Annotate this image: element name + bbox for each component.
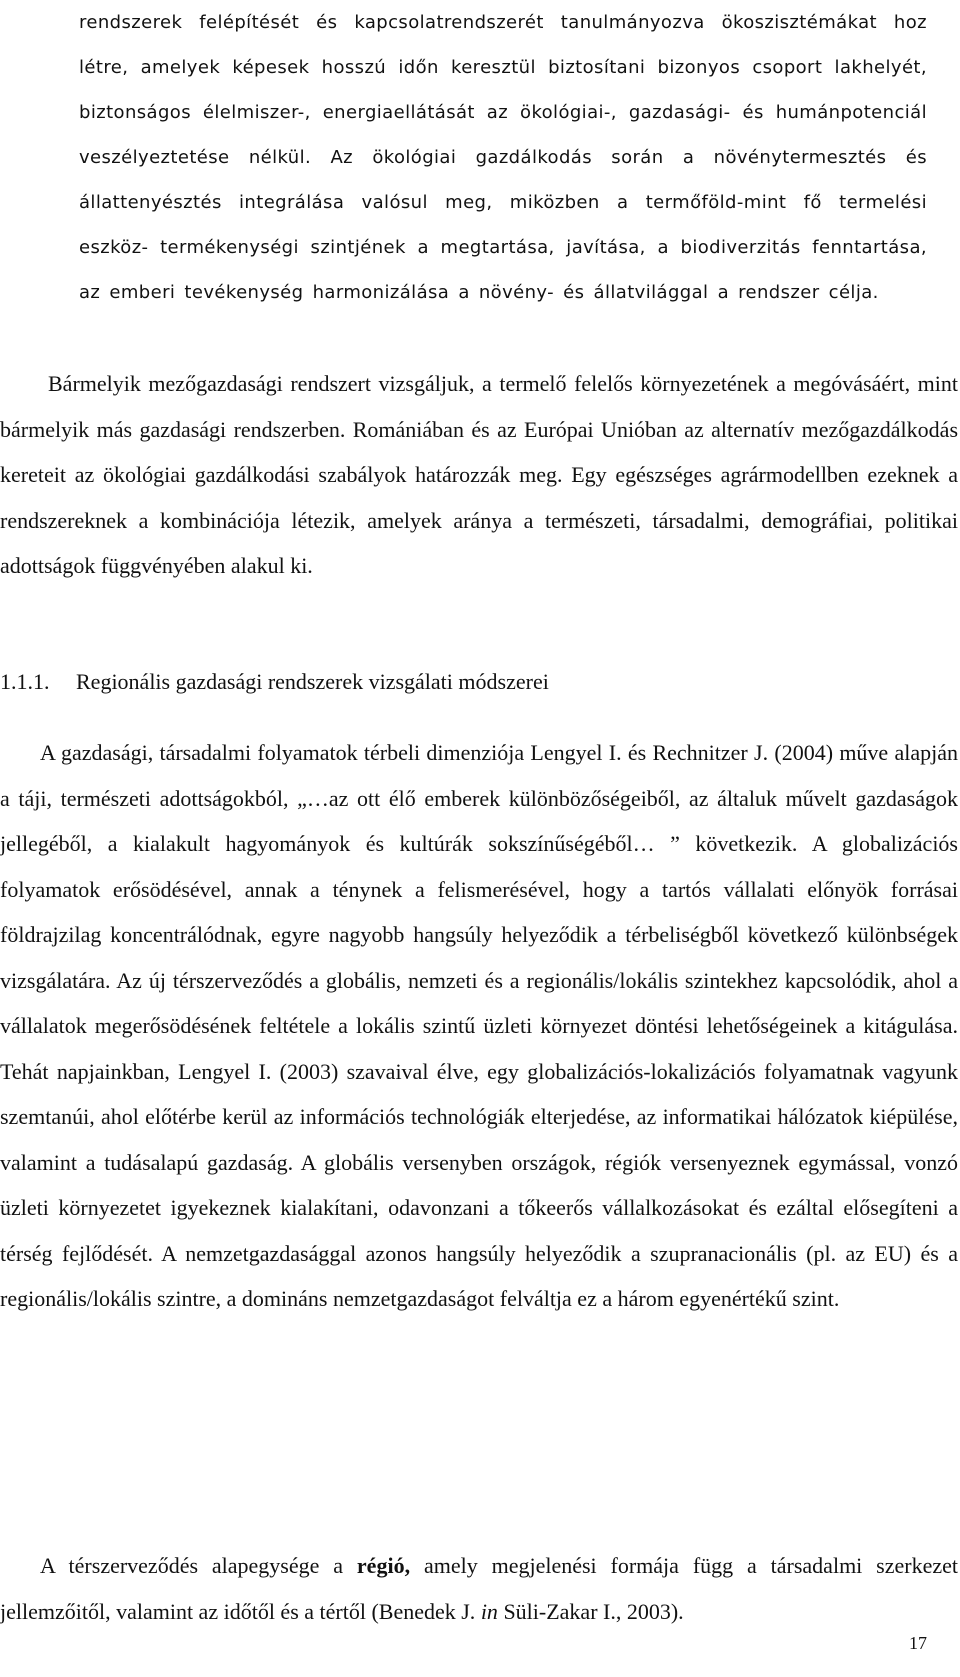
paragraph-spatial-dimension-text: A gazdasági, társadalmi folyamatok térbeli dimenziója Lengyel I. és Rechnitzer J. (2004) műve alapján a táji, természeti adottságokból, „…az ott élő emberek különbözőségeiből, az általuk művelt gazdaságok jellegéből, a kialakult hagyományok és kultúrák sokszínűségéből… ” következik. A globalizációs folyamatok erősödésével, annak a ténynek a felismerésével, hogy a tartós vállalati előnyök forrásai földrajzilag koncentrálódnak, egyre nagyobb hangsúly helyeződik a térbeliségből következő különbségek vizsgálatára. Az új térszerveződés a globális, nemzeti és a regionális/lokális szintekhez kapcsolódik, ahol a vállalatok megerősödésének feltétele a lokális szintű üzleti környezet döntési lehetőségeinek a kitágulása. Tehát napjainkban, Lengyel I. (2003) szavaival élve, egy globalizációs-lokalizációs folyamatnak vagyunk szemtanúi, ahol előtérbe kerül az információs technológiák elterjedése, az informatikai hálózatok kiépülése, valamint a tudásalapú gazdaság. A globális versenyben országok, régiók versenyeznek egymással, vonzó üzleti környezetet igyekeznek kialakítani, odavonzani a tőkeerős vállalkozásokat és ezáltal elősegíteni a térség fejlődését. A nemzetgazdasággal azonos hangsúly helyeződik a szupranacionális (pl. az EU) és a regionális/lokális szintre, a domináns nemzetgazdaságot felváltja ez a három egyenértékű szint. — [0, 740, 958, 1311]
paragraph-agricultural-systems-text: Bármelyik mezőgazdasági rendszert vizsgáljuk, a termelő felelős környezetének a megóvásáért, mint bármelyik más gazdasági rendszerben. Romániában és az Európai Unióban az alternatív mezőgazdálkodás kereteit az ökológiai gazdálkodási szabályok határozzák meg. Egy egészséges agrármodellben ezeknek a rendszereknek a kombinációja létezik, amelyek aránya a természeti, társadalmi, demográfiai, politikai adottságok függvényében alakul ki. — [0, 371, 958, 578]
paragraph-ecosystems-text: rendszerek felépítését és kapcsolatrendszerét tanulmányozva ökoszisztémákat hoz létre, amelyek képesek hosszú időn keresztül biztosítani bizonyos csoport lakhelyét, biztonságos élelmiszer-, energiaellátását az ökológiai-, gazdasági- és humánpotenciál veszélyeztetése nélkül. Az ökológiai gazdálkodás során a növénytermesztés és állattenyésztés integrálása valósul meg, miközben a termőföld-mint fő termelési eszköz- termékenységi szintjének a megtartása, javítása, a biodiverzitás fenntartása, az emberi tevékenység harmonizálása a növény- és állatvilággal a rendszer célja. — [79, 12, 927, 303]
paragraph-region-text-after: Süli-Zakar I., 2003). — [497, 1598, 684, 1624]
page-number: 17 — [909, 1633, 927, 1653]
section-title: Regionális gazdasági rendszerek vizsgálati módszerei — [76, 669, 549, 694]
paragraph-spatial-dimension — [0, 730, 958, 1322]
section-number: 1.1.1. — [0, 669, 50, 694]
section-heading — [0, 667, 549, 697]
paragraph-ecosystems — [79, 0, 927, 315]
paragraph-region-text-before: A térszerveződés alapegysége a — [40, 1553, 357, 1578]
paragraph-region-bold-term: régió, — [356, 1553, 411, 1578]
paragraph-region-text-middle: amely megjelenési formája függ a társadalmi szerkezet jellemzőitől, valamint az időtől és a tértől (Benedek J. — [0, 1553, 958, 1624]
paragraph-region — [0, 1543, 958, 1634]
paragraph-region-italic-in: in — [480, 1598, 498, 1624]
paragraph-agricultural-systems — [0, 361, 958, 589]
